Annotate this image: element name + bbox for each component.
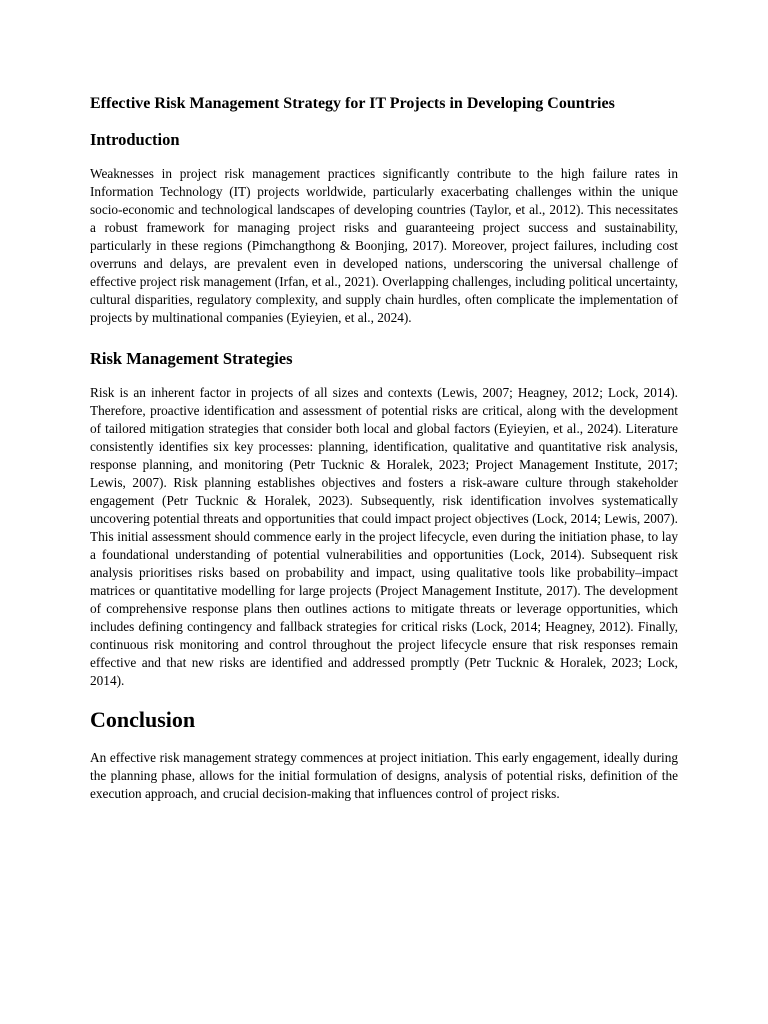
document-title: Effective Risk Management Strategy for IT Projects in Developing Countries (90, 95, 615, 112)
conclusion-heading: Conclusion (90, 707, 196, 732)
introduction-heading: Introduction (90, 130, 180, 149)
risk-strategies-paragraph: Risk is an inherent factor in projects of all sizes and contexts (Lewis, 2007; Heagney, 2012; Lock, 2014). Therefore, proactive identification and assessment of potential risks are critical, along with the development of tailored mitigation strategies that consider both local and global factors (Eyieyien, et al., 2024). Literature consistently identifies six key processes: planning, identification, qualitative and quantitative risk analysis, response planning, and monitoring (Petr Tucknic & Horalek, 2023; Project Management Institute, 2017; Lewis, 2007). Risk planning establishes objectives and fosters a risk-aware culture through stakeholder engagement (Petr Tucknic & Horalek, 2023). Subsequently, risk identification involves systematically uncovering potential threats and opportunities that could impact project objectives (Lock, 2014; Lewis, 2007). This initial assessment should commence early in the project lifecycle, even during the initiation phase, to lay a foundational understanding of potential vulnerabilities and opportunities (Lock, 2014). Subsequent risk analysis prioritises risks based on probability and impact, using qualitative tools like probability–impact matrices or quantitative modelling for large projects (Project Management Institute, 2017). The development of comprehensive response plans then outlines actions to mitigate threats or leverage opportunities, which includes defining contingency and fallback strategies for critical risks (Lock, 2014; Heagney, 2012). Finally, continuous risk monitoring and control throughout the project lifecycle ensure that risk responses remain effective and that new risks are identified and addressed promptly (Petr Tucknic & Horalek, 2023; Lock, 2014). (90, 385, 678, 688)
document-page (90, 92, 678, 821)
introduction-paragraph: Weaknesses in project risk management practices significantly contribute to the high failure rates in Information Technology (IT) projects worldwide, particularly exacerbating challenges within the unique socio-economic and technological landscapes of developing countries (Taylor, et al., 2012). This necessitates a robust framework for managing project risks and guaranteeing project success and sustainability, particularly in these regions (Pimchangthong & Boonjing, 2017). Moreover, project failures, including cost overruns and delays, are prevalent even in developed nations, underscoring the universal challenge of effective project risk management (Irfan, et al., 2021). Overlapping challenges, including political uncertainty, cultural disparities, regulatory complexity, and supply chain hurdles, often complicate the implementation of projects by multinational companies (Eyieyien, et al., 2024). (90, 166, 678, 325)
conclusion-paragraph: An effective risk management strategy commences at project initiation. This early engagement, ideally during the planning phase, allows for the initial formulation of designs, analysis of potential risks, definition of the execution approach, and crucial decision-making that influences control of project risks. (90, 750, 678, 801)
risk-strategies-heading: Risk Management Strategies (90, 349, 293, 368)
